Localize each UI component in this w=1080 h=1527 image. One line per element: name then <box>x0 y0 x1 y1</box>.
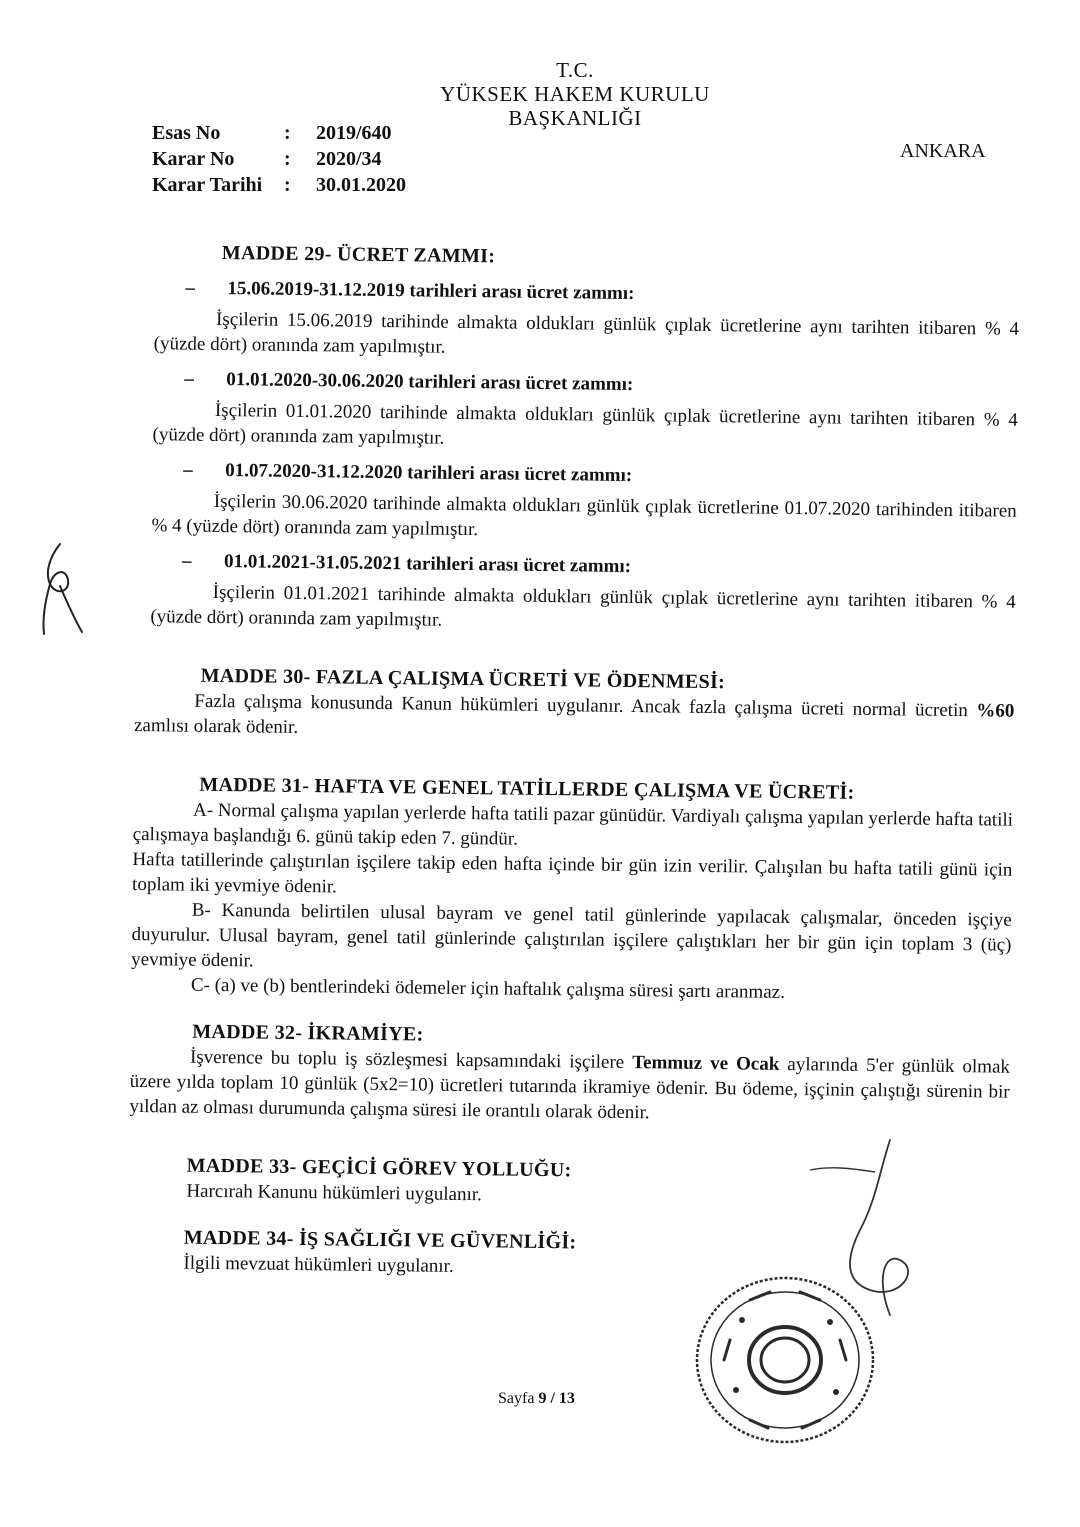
madde-32-text <box>129 1044 1010 1130</box>
text-bold: %60 <box>976 700 1015 722</box>
paragraph: İşçilerin 15.06.2019 tarihinde almakta oldukları günlük çıplak ücretlerine aynı tarihten itibaren % 4 (yüzde dört) oranında zam yapılmıştır. <box>153 308 1020 358</box>
dash-bullet: – <box>183 459 193 481</box>
madde-34-heading: MADDE 34- İŞ SAĞLIĞI VE GÜVENLİĞİ: <box>183 1226 577 1254</box>
subheading-row <box>185 276 1019 311</box>
subheading: 15.06.2019-31.12.2019 tarihleri arası ücret zammı: <box>227 278 635 305</box>
meta-colon: : <box>284 147 291 170</box>
madde-30-heading: MADDE 30- FAZLA ÇALIŞMA ÜCRETİ VE ÖDENMESİ: <box>200 664 726 694</box>
meta-colon: : <box>284 121 291 144</box>
madde-32-heading: MADDE 32- İKRAMİYE: <box>192 1020 424 1046</box>
text-bold: Temmuz ve Ocak <box>632 1052 780 1075</box>
madde-33-heading: MADDE 33- GEÇİCİ GÖREV YOLLUĞU: <box>186 1154 572 1182</box>
paragraph: İşçilerin 01.01.2021 tarihinde almakta oldukları günlük çıplak ücretlerine aynı tarihten itibaren % 4 (yüzde dört) oranında zam yapılmıştır. <box>150 581 1016 631</box>
dash-bullet: – <box>181 550 192 572</box>
page-number <box>498 1390 575 1408</box>
text-run: Fazla çalışma konusunda Kanun hükümleri uygulanır. Ancak fazla çalışma ücreti normal ücretin <box>194 690 977 722</box>
meta-label: Karar Tarihi <box>152 173 263 196</box>
meta-value: 30.01.2020 <box>316 173 406 196</box>
document-body <box>127 240 1020 1286</box>
subheading: 01.07.2020-31.12.2020 tarihleri arası ücret zammı: <box>225 460 633 487</box>
header-presidency: BAŞKANLIĞI <box>508 106 642 130</box>
madde-33-text: Harcırah Kanunu hükümleri uygulanır. <box>186 1180 482 1206</box>
meta-value: 2019/640 <box>316 121 392 144</box>
subheading-row <box>183 458 1017 493</box>
dash-bullet: – <box>185 277 196 299</box>
paragraph: İşçilerin 30.06.2020 tarihinde almakta oldukları günlük çıplak ücretlerine 01.07.2020 tarihinden itibaren % 4 (yüzde dört) oranında zam yapılmıştır. <box>151 490 1017 541</box>
madde-29-item <box>135 548 1016 640</box>
subheading-row <box>184 367 1018 402</box>
page-number-prefix: Sayfa <box>498 1390 539 1407</box>
meta-label: Karar No <box>152 147 235 170</box>
official-seal-stamp <box>690 1270 880 1450</box>
madde-31-a: A- Normal çalışma yapılan yerlerde hafta tatili pazar günüdür. Vardiyalı çalışma yapılan yerlerde hafta tatili çalışmaya başlandığı 6. günü takip eden 7. gündür. <box>132 799 1014 850</box>
subheading: 01.01.2021-31.05.2021 tarihleri arası ücret zammı: <box>223 551 632 578</box>
meta-label: Esas No <box>152 121 221 144</box>
madde-34-text: İlgili mevzuat hükümleri uygulanır. <box>183 1252 454 1277</box>
header-institution: YÜKSEK HAKEM KURULU <box>440 82 710 106</box>
madde-31-a2: Hafta tatillerinde çalıştırılan işçilere takip eden hafta içinde bir gün izin verilir. Çalışılan bu hafta tatili günü için toplam iki yevmiye ödenir. <box>131 848 1013 898</box>
madde-30-text <box>134 688 1015 749</box>
subheading: 01.01.2020-30.06.2020 tarihleri arası ücret zammı: <box>226 369 634 396</box>
madde-29-heading: MADDE 29- ÜCRET ZAMMI: <box>221 242 496 268</box>
text-run: aylarında 5'er günlük olmak üzere yılda toplam 10 günlük (5x2=10) ücretleri tutarında ikramiye ödenir. Bu ödeme, işçinin çalıştığı sürenin bir yıldan az olması durumunda çalışma süresi ile orantılı olarak ödenir. <box>129 1053 1011 1124</box>
madde-29-item <box>137 366 1018 458</box>
case-meta <box>152 120 406 198</box>
paragraph: İşçilerin 01.01.2020 tarihinde almakta oldukları günlük çıplak ücretlerine aynı tarihten itibaren % 4 (yüzde dört) oranında zam yapılmıştır. <box>152 399 1018 449</box>
madde-31-b: B- Kanunda belirtilen ulusal bayram ve genel tatil günlerinde yapılacak çalışmalar, önceden işçiye duyurulur. Ulusal bayram, genel tatil günlerinde çalıştırılan işçilere çalıştıkları her bir gün için toplam 3 (üç) yevmiye ödenir. <box>131 899 1012 972</box>
subheading-row <box>182 549 1016 584</box>
city-label: ANKARA <box>900 140 986 162</box>
header-tc: T.C. <box>556 58 594 82</box>
meta-row-esas <box>152 120 406 146</box>
page-number-value: 9 / 13 <box>538 1390 575 1407</box>
meta-value: 2020/34 <box>316 147 382 170</box>
meta-row-tarih <box>152 172 406 198</box>
madde-31-c: C- (a) ve (b) bentlerindeki ödemeler için haftalık çalışma süresi şartı aranmaz. <box>190 974 786 1003</box>
madde-29-item <box>136 457 1017 549</box>
text-run: zamlısı olarak ödenir. <box>133 714 299 738</box>
initial-signature <box>30 540 100 640</box>
madde-29-item <box>139 275 1020 367</box>
dash-bullet: – <box>184 368 194 390</box>
meta-row-karar <box>152 146 406 172</box>
meta-colon: : <box>284 173 291 196</box>
text-run: İşverence bu toplu iş sözleşmesi kapsamındaki işçilere <box>189 1046 633 1074</box>
madde-31-heading: MADDE 31- HAFTA VE GENEL TATİLLERDE ÇALIŞMA VE ÜCRETİ: <box>199 773 855 804</box>
